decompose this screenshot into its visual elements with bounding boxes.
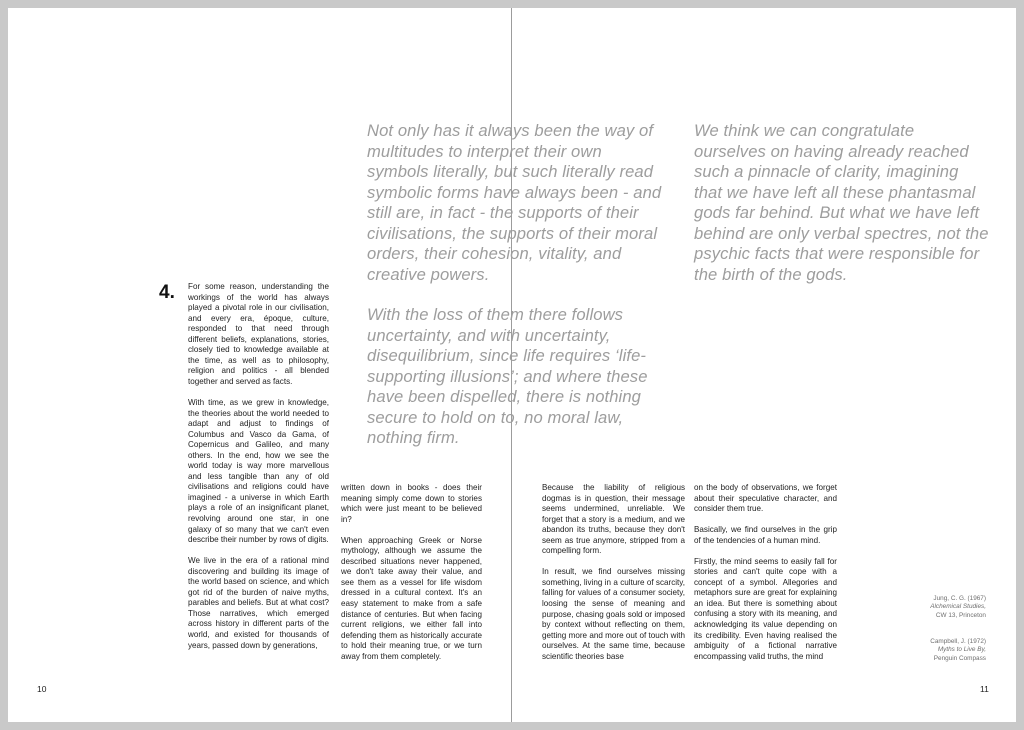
paragraph: written down in books - does their meaning simply come down to stories which were just meant to be believed in? bbox=[341, 483, 482, 524]
pull-quote-left-p1: Not only has it always been the way of multitudes to interpret their own symbols literally, but such literally read symbolic forms have always been - and still are, in fact - the supports of their civilisations, the supports of their moral orders, their cohesion, vitality, and creative powers. bbox=[367, 121, 662, 284]
book-spread bbox=[8, 8, 1016, 722]
paragraph: With time, as we grew in knowledge, the theories about the world needed to adapt and adjust to findings of Columbus and Vasco da Gama, of Copernicus and Galileo, and many others. In the end, how we see the world today is way more marvellous and less tangible than any of old civilisations and religions could have imagined - a universe in which Earth plays a role of an insignificant planet, revolving around one star, in one galaxy of so many that we can't even describe their number by rows of digits. bbox=[188, 397, 329, 545]
pull-quote-right-p1: We think we can congratulate ourselves on having already reached such a pinnacle of clarity, imagining that we have left all these phantasmal gods far behind. But what we have left behind are only verbal spectres, not the psychic facts that were responsible for the birth of the gods. bbox=[694, 121, 989, 284]
reference-title: Alchemical Studies, bbox=[930, 603, 986, 611]
paragraph: Because the liability of religious dogmas is in question, their message seems undermined, unreliable. We forget that a story is a medium, and we abandon its truths, because they don't seem as true anymore, stripped from a compelling form. bbox=[542, 483, 685, 556]
text-column-1 bbox=[188, 282, 329, 651]
paragraph: In result, we find ourselves missing something, living in a culture of scarcity, falling for values of a consumer society, loosing the sense of meaning and purpose, chasing goals sold or imposed by context without reflecting on them, getting more and more out of touch with ourselves. At the same time, because scientific theories base bbox=[542, 567, 685, 661]
reference-author: Jung, C. G. (1967) bbox=[933, 595, 986, 602]
text-column-2 bbox=[341, 483, 482, 662]
reference-1 bbox=[930, 595, 986, 620]
paragraph: Firstly, the mind seems to easily fall for stories and can't quite cope with a concept of a symbol. Allegories and metaphors sure are great for explaining an idea. But there is something about confusing a story with its meaning, and acknowledging its value depending on its credibility. Even having realised the ambiguity of a fictional narrative encompassing valid truths, the mind bbox=[694, 556, 837, 661]
paragraph: When approaching Greek or Norse mythology, although we assume the described situations never happened, we don't take away their value, and see them as a vessel for life wisdom dressed in a cultural context. It's an easy statement to make from a safe distance of centuries. But when facing current religions, we either fall into defending them as historically accurate to hold their meaning true, or we turn away from them completely. bbox=[341, 535, 482, 661]
paragraph: We live in the era of a rational mind discovering and building its image of the world based on science, and which got rid of the burden of naive myths, parables and beliefs. But at what cost? Those narratives, which emerged across history in different parts of the world, and existed for thousands of years, passed down by generations, bbox=[188, 556, 329, 650]
pull-quote-left-p2: With the loss of them there follows uncertainty, and with uncertainty, disequilibrium, since life requires ‘life-supporting illusions’; and where these have been dispelled, there is nothing secure to hold on to, no moral law, nothing firm. bbox=[367, 305, 648, 447]
paragraph: For some reason, understanding the workings of the world has always played a pivotal role in our civilisation, and every era, époque, culture, responded to that need through different beliefs, explanations, stories, closely tied to knowledge available at the time, as well as to philosophy, religion and politics - all blended together and served as facts. bbox=[188, 282, 329, 386]
pull-quote-right bbox=[694, 121, 990, 285]
text-column-3 bbox=[542, 483, 685, 662]
section-number: 4. bbox=[159, 282, 175, 303]
paragraph: on the body of observations, we forget about their speculative character, and consider them true. bbox=[694, 483, 837, 514]
reference-title: Myths to Live By, bbox=[937, 646, 986, 654]
reference-2 bbox=[930, 638, 986, 663]
page-number-left: 10 bbox=[37, 684, 47, 694]
reference-source: CW 13, Princeton bbox=[935, 611, 986, 619]
reference-source: Penguin Compass bbox=[933, 654, 986, 662]
paragraph: Basically, we find ourselves in the grip of the tendencies of a human mind. bbox=[694, 525, 837, 545]
reference-author: Campbell, J. (1972) bbox=[930, 638, 986, 645]
text-column-4 bbox=[694, 483, 837, 662]
page-number-right: 11 bbox=[980, 684, 989, 694]
pull-quote-left bbox=[367, 121, 667, 449]
